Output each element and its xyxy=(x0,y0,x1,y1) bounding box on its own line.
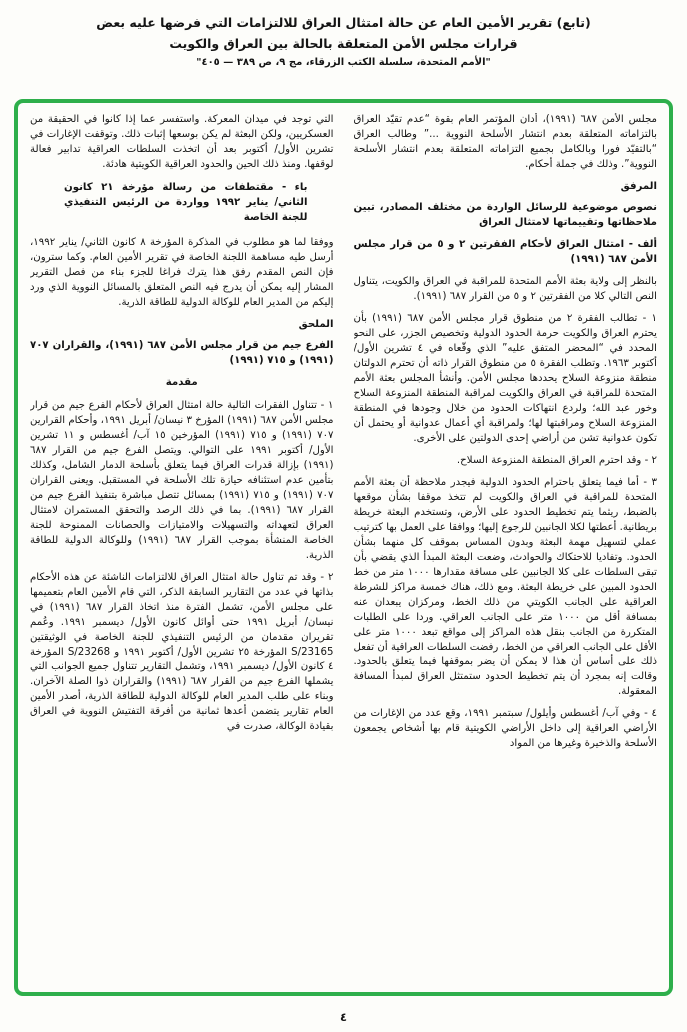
section-baa-heading: باء - مقتطفات من رسالة مؤرخة ٢١ كانون الثاني/ يناير ١٩٩٢ وواردة من الرئيس التنفيذي للجنة الخاصة xyxy=(64,181,308,223)
page-header xyxy=(0,0,687,68)
paragraph: ووفقا لما هو مطلوب في المذكرة المؤرخة ٨ كانون الثاني/ يناير ١٩٩٢، أرسل طيه مساهمة اللجنة الخاصة في تقرير الأمين العام. وكما سترون، فإن النص المقدم رفق هذا يترك فراغا للجزء بناء من فصل التقرير المشار إليه يمكن أن يدرج فيه النص المتعلق بالمسائل النووية الذي ورد إليكم من المدير العام للوكالة الدولية للطاقة الذرية. xyxy=(30,236,334,308)
left-column xyxy=(30,113,334,984)
paragraph-item-2: ٢ - وقد تم تناول حالة امتثال العراق للالتزامات الناشئة عن هذه الأحكام بذاتها في عدد من التقارير السابقة الذكر، التي قام الأمين العام بتعميمها على مجلس الأمن، تشمل الفترة منذ اتخاذ القرار ٦٨٧ (١٩٩١) في نيسان/ أبريل ١٩٩١ حتى أوائل كانون الأول/ ديسمبر ١٩٩١. وعُمم تقريران مقدمان من الرئيس التنفيذي للجنة الخاصة في الوثيقتين S/23165 المؤرخة ٢٥ تشرين الأول/ أكتوبر ١٩٩١ و S/23268 المؤرخة ٤ كانون الأول/ ديسمبر ١٩٩١، وتشمل التقارير تتناول جميع الجوانب التي يشملها الفرع جيم من القرار ٦٨٧ (١٩٩١) والقراران ذوا الصلة الآخران. وبناء على طلب المدير العام للوكالة الدولية للطاقة الذرية، أصدر الأمين العام تقارير يتضمن أعدها ثمانية من أفرقة التفتيش النووية في العراق بقيادة الوكالة، صدرت في xyxy=(30,571,334,733)
page-number: ٤ xyxy=(339,1010,348,1024)
paragraph-item-3: ٣ - أما فيما يتعلق باحترام الحدود الدولية فيجدر ملاحظة أن بعثة الأمم المتحدة للمراقبة في العراق والكويت لم تتخذ موقفا بشأن موقعها بالضبط، ريثما يتم تخطيط الحدود على الأرض، وتستخدم البعثة خريطة بريطانية. أعطتها لكلا الجانبين للرجوع إليها؛ ووافقا على العمل بها كترتيب عملي لتسهيل مهمة البعثة وبدون المساس بموقف كل منهما بشأن الحدود. وتفاديا للاحتكاك والحوادث، وضعت البعثة المبدأ الذي يقضي بأن تبقى السلطات على كلا الجانبين على مسافة مقدارها ١٠٠٠ متر من خط الحدود المبين على خريطة البعثة. ومع ذلك، هناك خمسة مراكز للشرطة العراقية على الجانب الكويتي من ذلك الخط، ومركزان يبعدان عنه بمسافة أقل من ١٠٠٠ متر على الجانب العراقي. وردا على الطلبات المتكررة من الجانب بنقل هذه المراكز إلى مواقع تبعد ١٠٠٠ متر على الأقل على الجانب العراقي من الخط، رفضت السلطات العراقية أن تفعل ذلك على أساس أن هذا لا يمكن أن يضر بموقفها فيما يتعلق بالحدود. وقالت إنه بمجرد أن يتم تخطيط الحدود ستمتثل العراق لمبدأ المسافة المعقولة. xyxy=(353,476,657,698)
section-alef-heading: ألف - امتثال العراق لأحكام الفقرتين ٢ و ٥ من قرار مجلس الأمن ٦٨٧ (١٩٩١) xyxy=(353,238,657,265)
two-column-layout xyxy=(30,113,657,984)
annex-subtitle: نصوص موضوعية للرسائل الواردة من مختلف المصادر، تبين ملاحظاتها وتقييماتها لامتثال العراق xyxy=(353,201,657,228)
paragraph: بالنظر إلى ولاية بعثة الأمم المتحدة للمراقبة في العراق والكويت، يتناول النص التالي كلا من الفقرتين ٢ و ٥ من القرار ٦٨٧ (١٩٩١). xyxy=(353,275,657,302)
paragraph-continuation: التي توجد في ميدان المعركة. واستفسر عما إذا كانوا في الحقيقة من العسكريين، ولكن البعثة لم يكن بوسعها إثبات ذلك. وتوقفت الإغارات في تشرين الأول/ أكتوبر بعد أن اتخذت السلطات العراقية تدابير فعالة لوقفها. ومنذ ذلك الحين والحدود العراقية الكويتية هادئة. xyxy=(30,114,334,170)
report-title-line-1: (تابع) تقرير الأمين العام عن حالة امتثال العراق للالتزامات التي فرضها عليه بعض xyxy=(96,15,591,30)
highlighted-content-box xyxy=(14,99,673,996)
paragraph-item-4: ٤ - وفي آب/ أغسطس وأيلول/ سبتمبر ١٩٩١، وقع عدد من الإغارات من الأراضي العراقية إلى داخل الأراضي الكويتية قام بها أشخاص يجمعون الأسلحة والذخيرة وغيرها من المواد xyxy=(353,708,657,750)
source-footnote: "الأمم المتحدة، سلسلة الكتب الزرقاء، مج ٩، ص ٣٨٩ — ٤٠٥" xyxy=(196,57,491,69)
annex-heading: المرفق xyxy=(620,180,657,192)
introduction-heading: مقدمة xyxy=(165,376,198,388)
paragraph-item-2: ٢ - وقد احترم العراق المنطقة المنزوعة السلاح. xyxy=(456,454,657,466)
right-column xyxy=(354,113,658,984)
attachment-heading: الملحق xyxy=(298,318,334,330)
report-title-line-2: قرارات مجلس الأمن المتعلقة بالحالة بين العراق والكويت xyxy=(169,35,518,51)
paragraph-item-1: ١ - تطالب الفقرة ٢ من منطوق قرار مجلس الأمن ٦٨٧ (١٩٩١) بأن يحترم العراق والكويت حرمة الحدود الدولية وتخصيص الجزر، على النحو المحدد في “المحضر المتفق عليه” الذي وقّعاه في ٤ تشرين الأول/ أكتوبر ١٩٦٣. وتطلب الفقرة ٥ من منطوق القرار ذاته أن تحترم الدولتان منطقة منزوعة السلاح يحددها مجلس الأمن. وأنشأ المجلس بعثة الأمم المتحدة للمراقبة في العراق والكويت لمراقبة المنطقة المنزوعة السلاح وخور عبد الله؛ ولردع انتهاكات الحدود من خلال وجودها في المنطقة المنزوعة السلاح ومراقبتها لها؛ ولمراقبة أي أعمال عدوانية أو يحتمل أن تكون عدوانية تشن من أراضي إحدى الدولتين على الأخرى. xyxy=(353,312,657,444)
paragraph-item-1: ١ - تتناول الفقرات التالية حالة امتثال العراق لأحكام الفرع جيم من قرار مجلس الأمن ٦٨٧ (١٩٩١) المؤرخ ٣ نيسان/ أبريل ١٩٩١، وأحكام القرارين ٧٠٧ (١٩٩١) و ٧١٥ (١٩٩١) المؤرخين ١٥ آب/ أغسطس و ١١ تشرين الأول/ أكتوبر ١٩٩١ على التوالي. ويتصل الفرع جيم من القرار ٦٨٧ (١٩٩١) بإزالة قدرات العراق فيما يتعلق بأسلحة الدمار الشامل، وكذلك بتأمين عدم استئنافه حيازة تلك الأسلحة في المستقبل. ويعنى القراران ٧٠٧ (١٩٩١) و ٧١٥ (١٩٩١) بمسائل تتصل مباشرة بتنفيذ الفرع جيم من القرار ٦٨٧ (١٩٩١). بما في ذلك الرصد والتحقق المستمران لامتثال العراق لتعهداته والتسهيلات والامتيازات والحصانات الممنوحة للجنة الخاصة المنشأة بموجب القرار ٦٨٧ (١٩٩١) وللوكالة الدولية للطاقة الذرية. xyxy=(30,399,334,561)
paragraph-continuation: مجلس الأمن ٦٨٧ (١٩٩١)، أدان المؤتمر العام بقوة “عدم تقيّد العراق بالتزاماته المتعلقة بعدم انتشار الأسلحة النووية ...” وطالب العراق “بالتقيّد فورا وبالكامل بجميع التزاماته المتعلقة بعدم انتشار الأسلحة النووية”. وذلك في جملة أحكام. xyxy=(353,114,657,170)
attachment-subtitle: الفرع جيم من قرار مجلس الأمن ٦٨٧ (١٩٩١)، والقراران ٧٠٧ (١٩٩١) و ٧١٥ (١٩٩١) xyxy=(30,339,334,366)
